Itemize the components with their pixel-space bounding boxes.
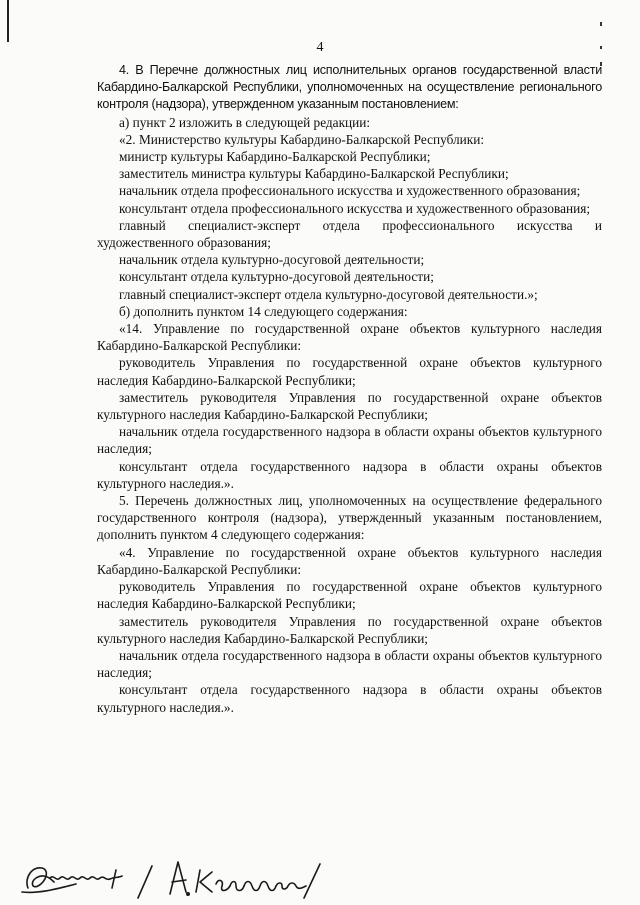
paragraph: а) пункт 2 изложить в следующей редакции:: [119, 114, 371, 130]
paragraph: консультант отдела профессионального искусства и художественного образования;: [119, 200, 591, 216]
paragraph: главный специалист-эксперт отдела культурно-досуговой деятельности.»;: [119, 286, 538, 302]
paragraph: 4. В Перечне должностных лиц исполнительных органов государственной власти Кабардино-Балкарской Республики, уполномоченных на осуществление регионального контроля (надзора), утвержденном указанным постановлением:: [97, 63, 602, 112]
paragraph: руководитель Управления по государственной охране объектов культурного наследия Кабардино-Балкарской Республики;: [97, 355, 602, 388]
paragraph: начальник отдела культурно-досуговой деятельности;: [119, 252, 425, 268]
paragraph: консультант отдела государственного надзора в области охраны объектов культурного наследия.».: [97, 682, 602, 715]
paragraph: заместитель руководителя Управления по государственной охране объектов культурного наследия Кабардино-Балкарской Республики;: [97, 613, 602, 646]
paragraph: «2. Министерство культуры Кабардино-Балкарской Республики:: [119, 131, 485, 147]
paragraph: «4. Управление по государственной охране объектов культурного наследия Кабардино-Балкарской Республики:: [97, 544, 602, 577]
paragraph: заместитель руководителя Управления по государственной охране объектов культурного наследия Кабардино-Балкарской Республики;: [97, 389, 602, 423]
paragraph: б) дополнить пунктом 14 следующего содержания:: [119, 303, 408, 319]
paragraph: «14. Управление по государственной охране объектов культурного наследия Кабардино-Балкарской Республики:: [97, 321, 602, 354]
paragraph: начальник отдела государственного надзора в области охраны объектов культурного наследия;: [97, 647, 602, 681]
paragraph: руководитель Управления по государственной охране объектов культурного наследия Кабардино-Балкарской Республики;: [97, 579, 602, 612]
paragraph: начальник отдела профессионального искусства и художественного образования;: [119, 183, 581, 199]
paragraph: начальник отдела государственного надзора в области охраны объектов культурного наследия;: [97, 424, 602, 457]
paragraph: заместитель министра культуры Кабардино-Балкарской Республики;: [119, 166, 509, 182]
scan-edge-rule: [7, 0, 9, 42]
paragraph: министр культуры Кабардино-Балкарской Республики;: [119, 149, 431, 165]
paragraph: консультант отдела культурно-досуговой деятельности;: [119, 269, 434, 285]
paragraph: консультант отдела государственного надзора в области охраны объектов культурного наследия.».: [97, 458, 602, 491]
page-number: 4: [316, 40, 324, 55]
paragraph: 5. Перечень должностных лиц, уполномоченных на осуществление федерального государственного контроля (надзора), утвержденный указанным постановлением, дополнить пунктом 4 следующего содержания:: [97, 493, 602, 543]
paragraph: главный специалист-эксперт отдела профессионального искусства и художественного образования;: [97, 217, 602, 251]
document-body: [97, 62, 602, 716]
handwritten-signature: [20, 848, 340, 900]
